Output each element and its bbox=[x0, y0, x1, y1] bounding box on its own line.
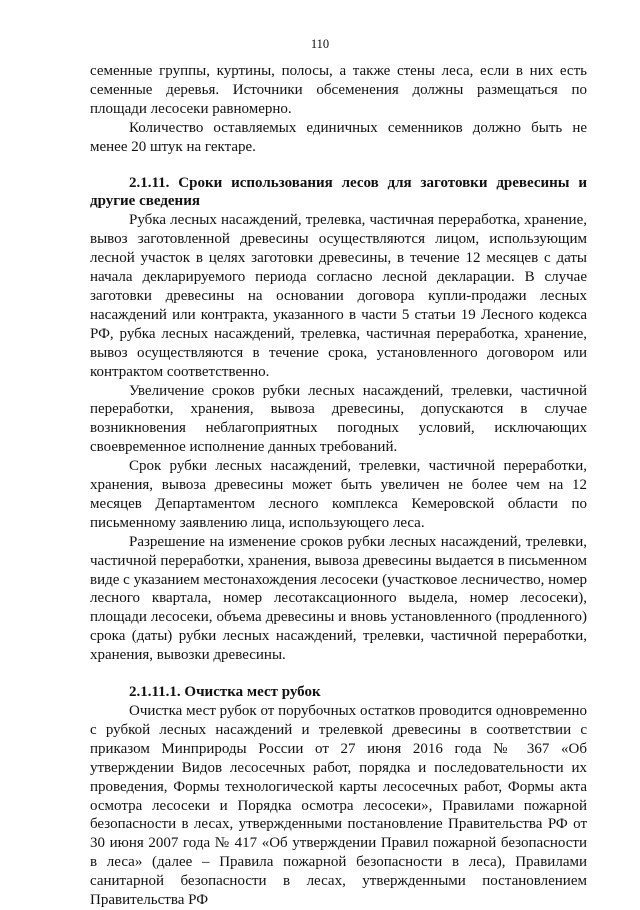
paragraph-seed-trees-count: Количество оставляемых единичных семенников должно быть не менее 20 штук на гектаре. bbox=[90, 119, 587, 155]
page-content bbox=[90, 62, 587, 910]
paragraph-logging-terms: Рубка лесных насаждений, трелевка, частичная переработка, хранение, вывоз заготовленной древесины осуществляются лицом, использующим лесной участок в целях заготовки древесины, в течение 12 месяцев с даты начала декларируемого периода согласно лесной декларации. В случае заготовки древесины на основании договора купли-продажи лесных насаждений или контракта, указанного в части 5 статьи 19 Лесного кодекса РФ, рубка лесных насаждений, трелевка, частичная переработка, хранение, вывоз осуществляются в течение срока, установленного договором или контрактом соответственно. bbox=[90, 212, 587, 380]
section-heading-2-1-11: 2.1.11. Сроки использования лесов для заготовки древесины и другие сведения bbox=[90, 174, 587, 210]
paragraph-seed-groups: семенные группы, куртины, полосы, а также стены леса, если в них есть семенные деревья. Источники обсеменения должны размещаться по площади лесосеки равномерно. bbox=[90, 63, 587, 117]
paragraph-term-increase: Срок рубки лесных насаждений, трелевки, частичной переработки, хранения, вывоза древесины может быть увеличен не более чем на 12 месяцев Департаментом лесного комплекса Кемеровской области по письменному заявлению лица, использующего леса. bbox=[90, 458, 587, 531]
section-heading-2-1-11-1: 2.1.11.1. Очистка мест рубок bbox=[129, 684, 321, 701]
paragraph-change-permission: Разрешение на изменение сроков рубки лесных насаждений, трелевки, частичной переработки, хранения, вывоза древесины выдается в письменном виде с указанием местонахождения лесосеки (участковое лесничество, номер лесного квартала, номер лесотаксационного выдела, номер лесосеки), площади лесосеки, объема древесины и вновь установленного (продленного) срока (даты) рубки лесных насаждений, трелевки, частичной переработки, хранения, вывозки древесины. bbox=[90, 533, 587, 664]
page-number: 110 bbox=[310, 37, 330, 51]
paragraph-term-extension: Увеличение сроков рубки лесных насаждений, трелевки, частичной переработки, хранения, вывоза древесины, допускаются в случае возникновения неблагоприятных погодных условий, исключающих своевременное исполнение данных требований. bbox=[90, 382, 587, 456]
paragraph-site-cleaning: Очистка мест рубок от порубочных остатков проводится одновременно с рубкой лесных насаждений и трелевкой древесины в соответствии с приказом Минприроды России от 27 июня 2016 года № 367 «Об утверждении Видов лесосечных работ, порядка и последовательности их проведения, Формы технологической карты лесосечных работ, Формы акта осмотра лесосеки и Порядка осмотра лесосеки», Правилами пожарной безопасности в лесах, утвержденными постановление Правительства РФ от 30 июня 2007 года № 417 «Об утверждении Правил пожарной безопасности в леса» (далее – Правила пожарной безопасности в леса), Правилами санитарной безопасности в лесах, утвержденными постановлением Правительства РФ bbox=[90, 703, 587, 909]
